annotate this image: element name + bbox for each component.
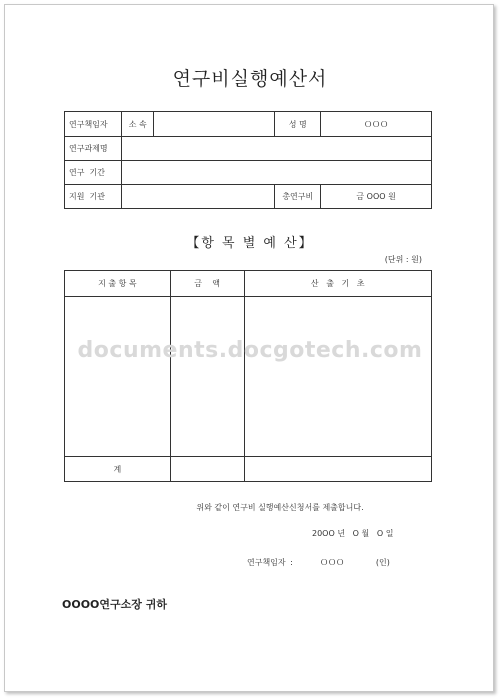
expense-item-cell[interactable] xyxy=(65,297,171,457)
total-amount-cell[interactable] xyxy=(170,457,244,482)
header-expense-item: 지 출 항 목 xyxy=(65,271,171,297)
period-label: 연구 기간 xyxy=(65,161,122,185)
period-value[interactable] xyxy=(122,161,432,185)
researcher-signature: 연구책임자 : ＯＯＯ (인) xyxy=(247,558,390,567)
total-label: 계 xyxy=(65,457,171,482)
document-title: 연구비실행예산서 xyxy=(172,68,328,90)
project-name-value[interactable] xyxy=(122,137,432,161)
header-calculation-basis: 산 출 기 초 xyxy=(244,271,431,297)
watermark: documents.docgotech.com xyxy=(77,338,423,363)
name-label: 성 명 xyxy=(275,112,321,137)
submission-date: 20OO 년 O 월 O 일 xyxy=(312,529,394,538)
info-table xyxy=(64,111,432,209)
submission-statement: 위와 같이 연구비 실행예산신청서를 제출합니다. xyxy=(196,503,364,512)
researcher-label: 연구책임자 xyxy=(65,112,122,137)
total-cost-value[interactable]: 금 OOO 원 xyxy=(321,185,432,209)
calculation-basis-cell[interactable] xyxy=(244,297,431,457)
header-amount: 금 액 xyxy=(170,271,244,297)
amount-cell[interactable] xyxy=(170,297,244,457)
total-basis-cell[interactable] xyxy=(244,457,431,482)
project-name-label: 연구과제명 xyxy=(65,137,122,161)
total-cost-label: 총연구비 xyxy=(275,185,321,209)
addressee: OOOO연구소장 귀하 xyxy=(62,598,167,611)
unit-note: (단위 : 원) xyxy=(384,255,422,264)
budget-table xyxy=(64,270,432,482)
name-value[interactable]: ＯＯＯ xyxy=(321,112,432,137)
affiliation-label: 소 속 xyxy=(122,112,154,137)
section-title: 【항 목 별 예 산】 xyxy=(186,236,314,251)
affiliation-value[interactable] xyxy=(154,112,275,137)
support-agency-value[interactable] xyxy=(122,185,275,209)
support-agency-label: 지원 기관 xyxy=(65,185,122,209)
